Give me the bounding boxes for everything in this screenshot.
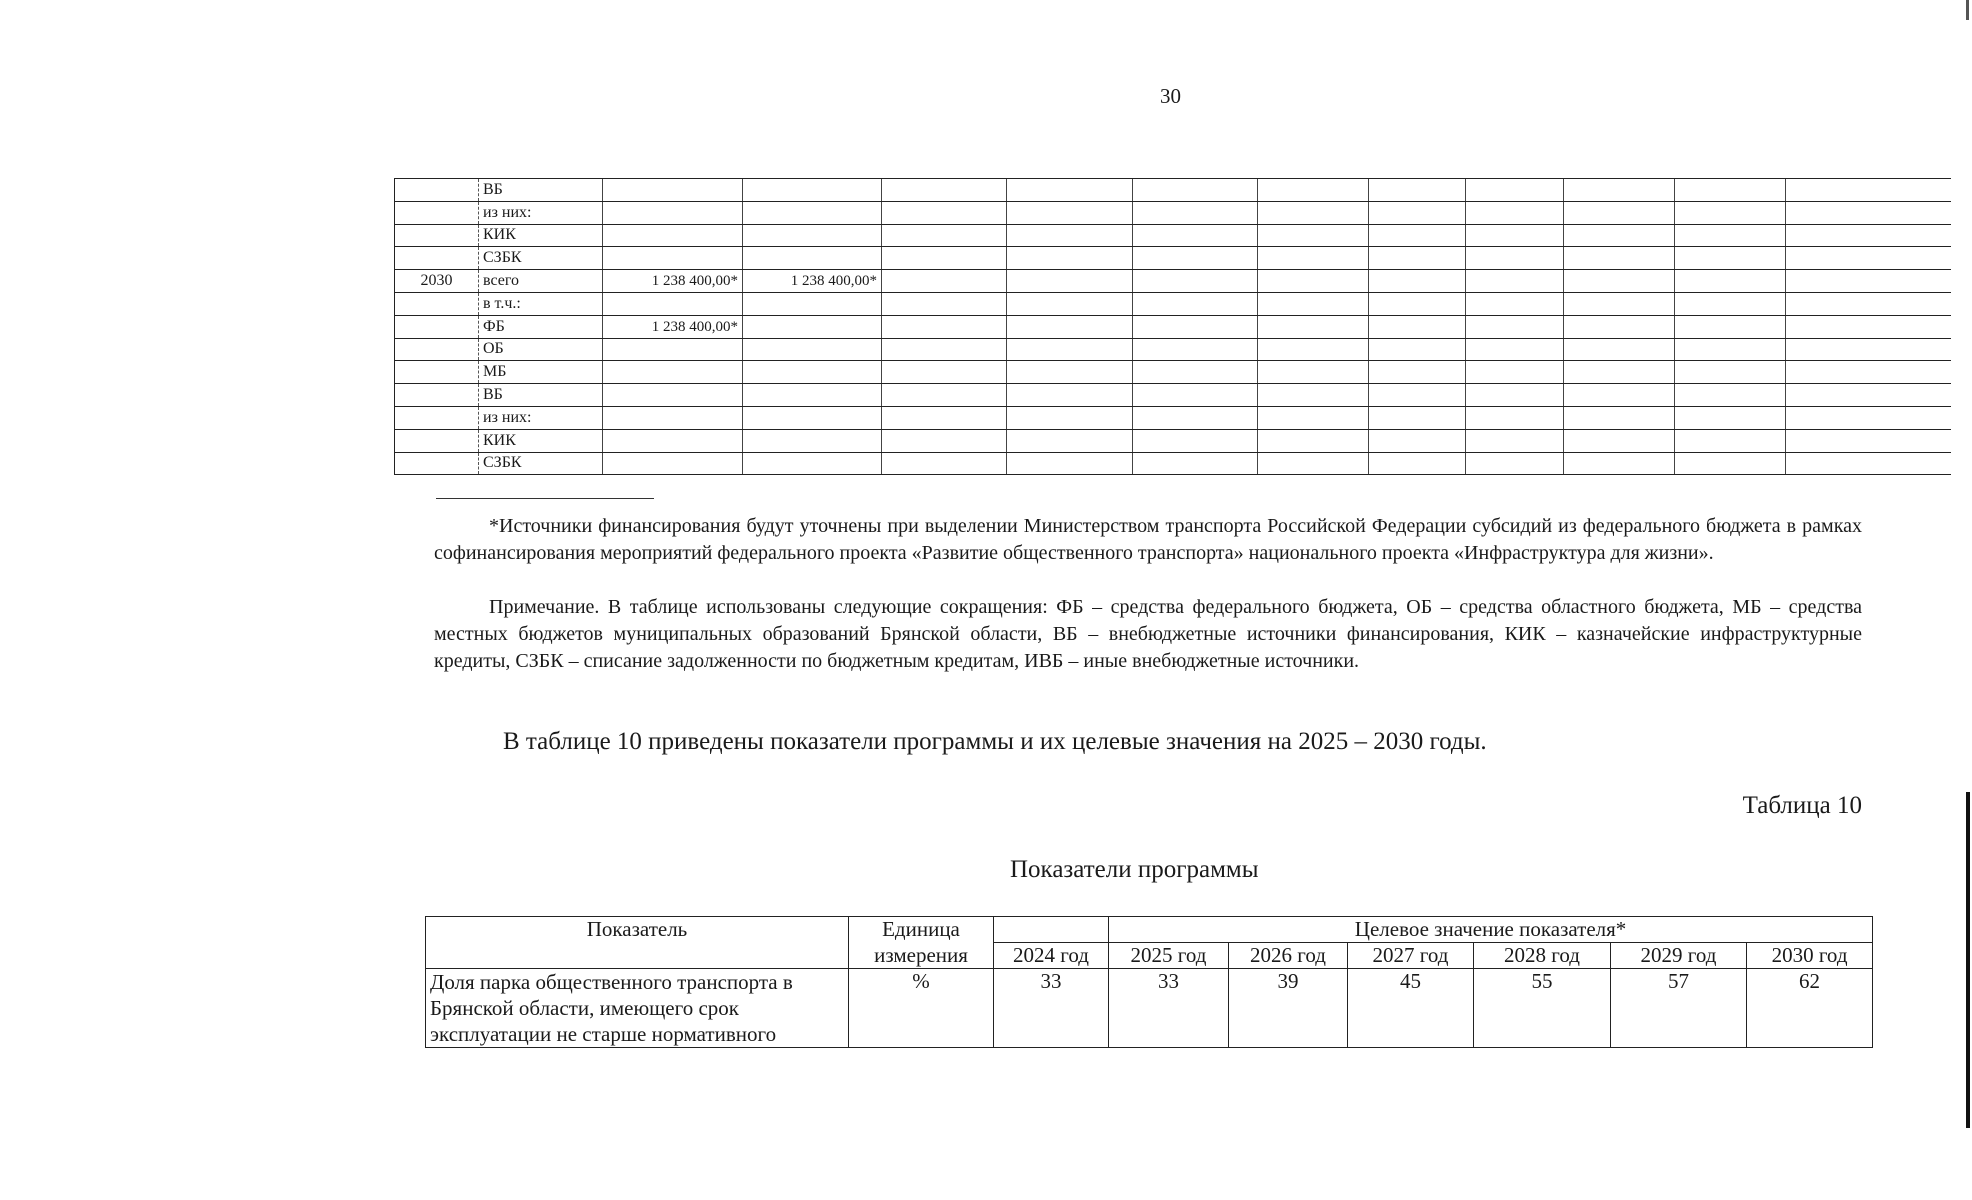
empty-cell — [882, 315, 1007, 338]
empty-cell — [1007, 179, 1133, 202]
empty-cell — [1007, 384, 1133, 407]
source-label: из них: — [479, 406, 603, 429]
empty-cell — [1369, 270, 1466, 293]
header-unit-line2: измерения — [849, 943, 994, 969]
empty-cell — [1007, 452, 1133, 475]
empty-cell — [882, 452, 1007, 475]
empty-cell — [1466, 429, 1564, 452]
empty-cell — [882, 406, 1007, 429]
empty-cell — [882, 384, 1007, 407]
amount-cell — [603, 179, 743, 202]
scan-edge-mark — [1966, 0, 1969, 20]
empty-cell — [1564, 270, 1675, 293]
empty-cell — [1564, 384, 1675, 407]
empty-cell — [1258, 406, 1369, 429]
source-label: КИК — [479, 429, 603, 452]
empty-cell — [1466, 247, 1564, 270]
empty-cell — [1675, 270, 1786, 293]
header-year: 2027 год — [1348, 943, 1474, 969]
header-year: 2025 год — [1109, 943, 1229, 969]
empty-cell — [1564, 406, 1675, 429]
indicator-value: 33 — [1109, 969, 1229, 1048]
header-year: 2024 год — [994, 943, 1109, 969]
table-row — [395, 361, 1951, 384]
source-label: СЗБК — [479, 247, 603, 270]
empty-cell — [1133, 361, 1258, 384]
header-unit-line1: Единица — [849, 917, 994, 943]
empty-cell — [1258, 292, 1369, 315]
empty-cell — [1466, 224, 1564, 247]
indicator-value: 57 — [1611, 969, 1747, 1048]
empty-cell — [1786, 452, 1951, 475]
indicator-name: Доля парка общественного транспорта в Брянской области, имеющего срок эксплуатации не старше нормативного — [426, 969, 849, 1048]
empty-cell — [1564, 179, 1675, 202]
table-row — [395, 384, 1951, 407]
empty-cell — [1007, 315, 1133, 338]
amount-cell — [743, 338, 882, 361]
empty-cell — [1133, 270, 1258, 293]
header-year: 2028 год — [1474, 943, 1611, 969]
indicators-table — [425, 916, 1873, 1048]
empty-cell — [1564, 361, 1675, 384]
amount-cell — [603, 292, 743, 315]
source-label: в т.ч.: — [479, 292, 603, 315]
year-cell — [395, 452, 479, 475]
year-cell — [395, 179, 479, 202]
empty-cell — [1786, 429, 1951, 452]
empty-cell — [1675, 292, 1786, 315]
indicator-value: 55 — [1474, 969, 1611, 1048]
empty-cell — [1466, 406, 1564, 429]
source-label: ВБ — [479, 384, 603, 407]
amount-cell — [743, 406, 882, 429]
empty-cell — [1675, 247, 1786, 270]
amount-cell — [743, 292, 882, 315]
empty-cell — [1369, 406, 1466, 429]
empty-cell — [1258, 338, 1369, 361]
year-cell — [395, 224, 479, 247]
source-label: из них: — [479, 201, 603, 224]
scan-edge-mark — [1966, 792, 1970, 1128]
empty-cell — [1675, 179, 1786, 202]
empty-cell — [1675, 224, 1786, 247]
empty-cell — [1369, 429, 1466, 452]
amount-cell — [743, 224, 882, 247]
empty-cell — [1258, 361, 1369, 384]
empty-cell — [1466, 361, 1564, 384]
amount-cell — [743, 179, 882, 202]
empty-cell — [882, 270, 1007, 293]
table-row — [395, 247, 1951, 270]
empty-cell — [1786, 247, 1951, 270]
empty-cell — [1258, 315, 1369, 338]
year-cell — [395, 361, 479, 384]
empty-cell — [1786, 224, 1951, 247]
table-row — [395, 201, 1951, 224]
amount-cell — [603, 452, 743, 475]
amount-cell: 1 238 400,00* — [743, 270, 882, 293]
table-row — [426, 969, 1873, 1048]
empty-cell — [1675, 452, 1786, 475]
year-cell — [395, 384, 479, 407]
empty-cell — [1258, 270, 1369, 293]
financing-table — [394, 178, 1951, 475]
empty-cell — [1675, 406, 1786, 429]
empty-cell — [1564, 315, 1675, 338]
empty-cell — [1258, 201, 1369, 224]
header-indicator-cont — [426, 943, 849, 969]
empty-cell — [1258, 452, 1369, 475]
empty-cell — [1564, 292, 1675, 315]
amount-cell — [603, 406, 743, 429]
amount-cell — [603, 201, 743, 224]
empty-cell — [882, 292, 1007, 315]
source-label: ОБ — [479, 338, 603, 361]
table-row — [395, 292, 1951, 315]
empty-cell — [1369, 179, 1466, 202]
empty-cell — [1786, 179, 1951, 202]
empty-cell — [882, 247, 1007, 270]
empty-cell — [1675, 384, 1786, 407]
empty-cell — [1564, 201, 1675, 224]
empty-cell — [1007, 247, 1133, 270]
empty-cell — [1133, 384, 1258, 407]
empty-cell — [1675, 201, 1786, 224]
empty-cell — [1369, 315, 1466, 338]
empty-cell — [1786, 406, 1951, 429]
amount-cell — [743, 429, 882, 452]
amount-cell — [743, 315, 882, 338]
empty-cell — [1369, 201, 1466, 224]
indicator-value: 45 — [1348, 969, 1474, 1048]
empty-cell — [882, 179, 1007, 202]
empty-cell — [882, 201, 1007, 224]
empty-cell — [1258, 224, 1369, 247]
amount-cell: 1 238 400,00* — [603, 315, 743, 338]
source-label: КИК — [479, 224, 603, 247]
empty-cell — [1007, 361, 1133, 384]
empty-cell — [1466, 384, 1564, 407]
page-number: 30 — [1160, 84, 1181, 108]
empty-cell — [1133, 201, 1258, 224]
empty-cell — [1133, 338, 1258, 361]
amount-cell: 1 238 400,00* — [603, 270, 743, 293]
empty-cell — [1564, 452, 1675, 475]
empty-cell — [1258, 429, 1369, 452]
table-row — [395, 270, 1951, 293]
header-blank — [994, 917, 1109, 943]
empty-cell — [1564, 429, 1675, 452]
header-target-value: Целевое значение показателя* — [1109, 917, 1873, 943]
indicator-value: 33 — [994, 969, 1109, 1048]
empty-cell — [1133, 406, 1258, 429]
intro-paragraph: В таблице 10 приведены показатели программы и их целевые значения на 2025 – 2030 годы. — [503, 728, 1487, 755]
empty-cell — [1369, 384, 1466, 407]
indicator-unit: % — [849, 969, 994, 1048]
empty-cell — [1369, 452, 1466, 475]
year-cell: 2030 — [395, 270, 479, 293]
table-row — [395, 338, 1951, 361]
year-cell — [395, 406, 479, 429]
empty-cell — [1786, 338, 1951, 361]
amount-cell — [603, 429, 743, 452]
amount-cell — [603, 247, 743, 270]
empty-cell — [1007, 201, 1133, 224]
empty-cell — [1133, 315, 1258, 338]
year-cell — [395, 429, 479, 452]
empty-cell — [1007, 292, 1133, 315]
table-number: Таблица 10 — [1742, 792, 1862, 819]
empty-cell — [1007, 429, 1133, 452]
indicator-value: 62 — [1747, 969, 1873, 1048]
empty-cell — [1786, 292, 1951, 315]
empty-cell — [1007, 338, 1133, 361]
empty-cell — [1007, 406, 1133, 429]
year-cell — [395, 201, 479, 224]
empty-cell — [1369, 361, 1466, 384]
empty-cell — [882, 361, 1007, 384]
empty-cell — [1466, 452, 1564, 475]
empty-cell — [1258, 384, 1369, 407]
empty-cell — [1675, 361, 1786, 384]
empty-cell — [1564, 338, 1675, 361]
empty-cell — [882, 338, 1007, 361]
indicator-value: 39 — [1229, 969, 1348, 1048]
abbreviations-note: Примечание. В таблице использованы следующие сокращения: ФБ – средства федерального бюджета, ОБ – средства областного бюджета, МБ – средства местных бюджетов муниципальных образований Брянской области, ВБ – внебюджетные источники финансирования, КИК – казначейские инфраструктурные кредиты, СЗБК – списание задолженности по бюджетным кредитам, ИВБ – иные внебюджетные источники. — [434, 596, 1862, 672]
empty-cell — [1133, 429, 1258, 452]
source-label: ВБ — [479, 179, 603, 202]
empty-cell — [1786, 361, 1951, 384]
empty-cell — [1466, 270, 1564, 293]
empty-cell — [1133, 292, 1258, 315]
table-row — [395, 452, 1951, 475]
footnote-text: *Источники финансирования будут уточнены при выделении Министерством транспорта Российской Федерации субсидий из федерального бюджета в рамках софинансирования мероприятий федерального проекта «Развитие общественного транспорта» национального проекта «Инфраструктура для жизни». — [434, 515, 1862, 564]
empty-cell — [1786, 270, 1951, 293]
table-row — [395, 429, 1951, 452]
empty-cell — [1564, 224, 1675, 247]
header-indicator: Показатель — [426, 917, 849, 943]
amount-cell — [603, 224, 743, 247]
table-row — [395, 406, 1951, 429]
empty-cell — [1369, 338, 1466, 361]
amount-cell — [743, 247, 882, 270]
empty-cell — [1564, 247, 1675, 270]
source-label: ФБ — [479, 315, 603, 338]
amount-cell — [743, 452, 882, 475]
year-cell — [395, 292, 479, 315]
header-year: 2030 год — [1747, 943, 1873, 969]
empty-cell — [1133, 247, 1258, 270]
empty-cell — [1369, 292, 1466, 315]
empty-cell — [1466, 179, 1564, 202]
header-year: 2029 год — [1611, 943, 1747, 969]
empty-cell — [1007, 224, 1133, 247]
empty-cell — [1466, 292, 1564, 315]
year-cell — [395, 315, 479, 338]
empty-cell — [1675, 338, 1786, 361]
empty-cell — [882, 429, 1007, 452]
amount-cell — [743, 361, 882, 384]
table-row — [395, 315, 1951, 338]
empty-cell — [1466, 315, 1564, 338]
empty-cell — [1133, 179, 1258, 202]
empty-cell — [1466, 338, 1564, 361]
amount-cell — [603, 361, 743, 384]
year-cell — [395, 247, 479, 270]
table-title: Показатели программы — [1010, 856, 1259, 883]
table-row — [395, 224, 1951, 247]
empty-cell — [1369, 247, 1466, 270]
empty-cell — [1466, 201, 1564, 224]
empty-cell — [1786, 384, 1951, 407]
source-label: всего — [479, 270, 603, 293]
empty-cell — [1258, 247, 1369, 270]
amount-cell — [743, 384, 882, 407]
empty-cell — [1007, 270, 1133, 293]
source-label: МБ — [479, 361, 603, 384]
amount-cell — [603, 384, 743, 407]
empty-cell — [1369, 224, 1466, 247]
empty-cell — [882, 224, 1007, 247]
footnote-separator — [436, 498, 654, 499]
amount-cell — [743, 201, 882, 224]
table-row — [395, 179, 1951, 202]
empty-cell — [1786, 201, 1951, 224]
amount-cell — [603, 338, 743, 361]
empty-cell — [1133, 224, 1258, 247]
empty-cell — [1786, 315, 1951, 338]
header-year: 2026 год — [1229, 943, 1348, 969]
empty-cell — [1133, 452, 1258, 475]
year-cell — [395, 338, 479, 361]
empty-cell — [1675, 315, 1786, 338]
empty-cell — [1258, 179, 1369, 202]
source-label: СЗБК — [479, 452, 603, 475]
empty-cell — [1675, 429, 1786, 452]
